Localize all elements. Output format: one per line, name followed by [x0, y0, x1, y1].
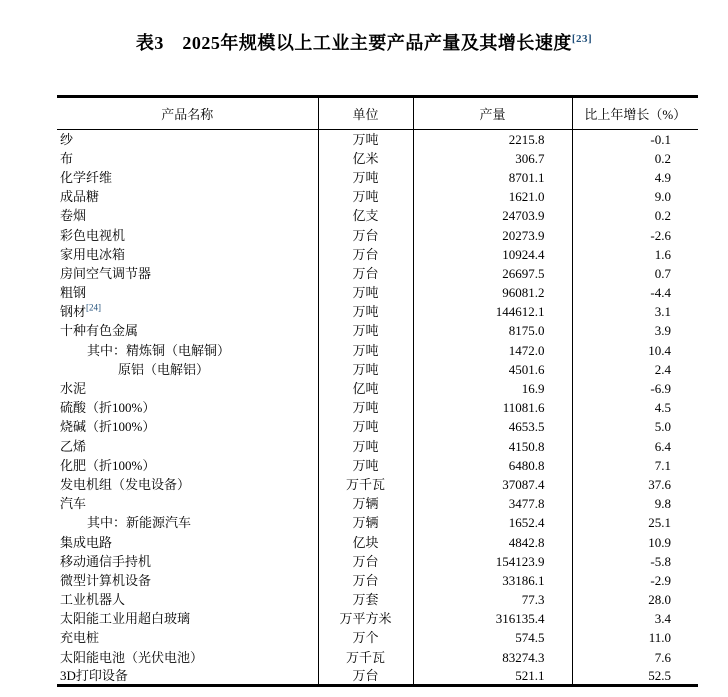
- unit-cell: 万吨: [318, 168, 413, 187]
- table-row: [57, 187, 698, 206]
- table-row: [57, 648, 698, 667]
- output-cell: 16.9: [413, 379, 572, 398]
- product-name-cell: 其中：精炼铜（电解铜）: [87, 342, 231, 358]
- unit-cell: 万台: [318, 571, 413, 590]
- unit-cell: 万套: [318, 590, 413, 609]
- output-cell: 316135.4: [413, 609, 572, 628]
- growth-cell: 9.0: [572, 187, 698, 206]
- product-name-cell: 汽车: [60, 496, 87, 512]
- table-body: [57, 130, 698, 686]
- growth-cell: 0.2: [572, 206, 698, 225]
- product-name-cell: 发电机组（发电设备）: [60, 476, 191, 492]
- growth-cell: 25.1: [572, 513, 698, 532]
- table-row: [57, 264, 698, 283]
- growth-cell: 10.4: [572, 341, 698, 360]
- table-row: [57, 341, 698, 360]
- product-name-cell: 微型计算机设备: [60, 572, 152, 588]
- growth-cell: 11.0: [572, 628, 698, 647]
- product-name-cell: 工业机器人: [60, 592, 126, 608]
- footnote-superscript: [24]: [86, 302, 102, 313]
- growth-cell: 7.6: [572, 648, 698, 667]
- unit-cell: 万吨: [318, 398, 413, 417]
- unit-cell: 万台: [318, 667, 413, 686]
- header-product-name: 产品名称: [57, 97, 318, 130]
- product-name-cell: 原铝（电解铝）: [118, 361, 210, 377]
- output-cell: 154123.9: [413, 552, 572, 571]
- table-row: [57, 475, 698, 494]
- unit-cell: 万吨: [318, 187, 413, 206]
- output-cell: 1472.0: [413, 341, 572, 360]
- output-cell: 3477.8: [413, 494, 572, 513]
- table-row: [57, 590, 698, 609]
- table-row: [57, 513, 698, 532]
- table-row: [57, 168, 698, 187]
- product-name-cell: 乙烯: [60, 438, 87, 454]
- growth-cell: -4.4: [572, 283, 698, 302]
- growth-cell: 10.9: [572, 532, 698, 551]
- growth-cell: 3.9: [572, 321, 698, 340]
- output-cell: 8175.0: [413, 321, 572, 340]
- product-name-cell: 集成电路: [60, 534, 113, 550]
- table-row: [57, 225, 698, 244]
- unit-cell: 万千瓦: [318, 648, 413, 667]
- unit-cell: 亿米: [318, 149, 413, 168]
- output-cell: 20273.9: [413, 225, 572, 244]
- unit-cell: 万辆: [318, 513, 413, 532]
- output-cell: 306.7: [413, 149, 572, 168]
- table-row: [57, 130, 698, 149]
- growth-cell: 0.7: [572, 264, 698, 283]
- output-cell: 24703.9: [413, 206, 572, 225]
- header-output: 产量: [413, 97, 572, 130]
- table-row: [57, 398, 698, 417]
- table-row: [57, 321, 698, 340]
- unit-cell: 万吨: [318, 130, 413, 149]
- product-name-cell: 成品糖: [60, 189, 100, 205]
- product-name-cell: 烧碱（折100%）: [60, 419, 156, 435]
- product-name-cell: 化学纤维: [60, 169, 113, 185]
- output-cell: 2215.8: [413, 130, 572, 149]
- growth-cell: -6.9: [572, 379, 698, 398]
- output-cell: 10924.4: [413, 245, 572, 264]
- growth-cell: 28.0: [572, 590, 698, 609]
- header-growth: 比上年增长（%）: [572, 97, 698, 130]
- table-row: [57, 302, 698, 321]
- unit-cell: 亿支: [318, 206, 413, 225]
- product-name-cell: 钢材[24]: [60, 302, 102, 320]
- unit-cell: 万台: [318, 264, 413, 283]
- table-row: [57, 552, 698, 571]
- table-row: [57, 628, 698, 647]
- product-name-cell: 太阳能电池（光伏电池）: [60, 649, 204, 665]
- product-name-cell: 太阳能工业用超白玻璃: [60, 611, 191, 627]
- unit-cell: 万吨: [318, 302, 413, 321]
- output-cell: 77.3: [413, 590, 572, 609]
- unit-cell: 万个: [318, 628, 413, 647]
- output-cell: 1652.4: [413, 513, 572, 532]
- unit-cell: 万千瓦: [318, 475, 413, 494]
- product-name-cell: 十种有色金属: [60, 323, 139, 339]
- table-row: [57, 667, 698, 686]
- unit-cell: 万吨: [318, 360, 413, 379]
- growth-cell: 52.5: [572, 667, 698, 686]
- output-cell: 37087.4: [413, 475, 572, 494]
- product-name-cell: 家用电冰箱: [60, 246, 126, 262]
- growth-cell: -2.6: [572, 225, 698, 244]
- table-row: [57, 437, 698, 456]
- output-cell: 144612.1: [413, 302, 572, 321]
- output-cell: 4842.8: [413, 532, 572, 551]
- output-cell: 83274.3: [413, 648, 572, 667]
- header-unit: 单位: [318, 97, 413, 130]
- product-name-cell: 彩色电视机: [60, 227, 126, 243]
- unit-cell: 万吨: [318, 321, 413, 340]
- industrial-output-table: [57, 95, 698, 687]
- unit-cell: 亿吨: [318, 379, 413, 398]
- growth-cell: 1.6: [572, 245, 698, 264]
- unit-cell: 万吨: [318, 437, 413, 456]
- product-name-cell: 硫酸（折100%）: [60, 400, 156, 416]
- product-name-cell: 水泥: [60, 381, 87, 397]
- product-name-cell: 其中：新能源汽车: [87, 515, 192, 531]
- product-name-cell: 卷烟: [60, 208, 87, 224]
- unit-cell: 万平方米: [318, 609, 413, 628]
- table-row: [57, 360, 698, 379]
- growth-cell: 2.4: [572, 360, 698, 379]
- unit-cell: 万吨: [318, 283, 413, 302]
- growth-cell: 3.4: [572, 609, 698, 628]
- table-row: [57, 379, 698, 398]
- product-name-cell: 移动通信手持机: [60, 553, 152, 569]
- product-name-cell: 粗钢: [60, 285, 87, 301]
- output-cell: 26697.5: [413, 264, 572, 283]
- output-cell: 11081.6: [413, 398, 572, 417]
- growth-cell: 4.5: [572, 398, 698, 417]
- table-title-text: 表3 2025年规模以上工业主要产品产量及其增长速度: [135, 33, 572, 53]
- product-name-cell: 化肥（折100%）: [60, 457, 156, 473]
- product-name-cell: 纱: [60, 131, 74, 147]
- growth-cell: -2.9: [572, 571, 698, 590]
- table-row: [57, 417, 698, 436]
- table-title: [0, 29, 728, 55]
- title-footnote-superscript: [23]: [571, 33, 593, 45]
- table-row: [57, 245, 698, 264]
- growth-cell: 7.1: [572, 456, 698, 475]
- table-header: [57, 97, 698, 130]
- product-name-cell: 房间空气调节器: [60, 265, 152, 281]
- output-cell: 33186.1: [413, 571, 572, 590]
- output-cell: 4653.5: [413, 417, 572, 436]
- output-cell: 1621.0: [413, 187, 572, 206]
- output-cell: 6480.8: [413, 456, 572, 475]
- unit-cell: 万台: [318, 245, 413, 264]
- growth-cell: 4.9: [572, 168, 698, 187]
- product-name-cell: 3D打印设备: [60, 668, 128, 684]
- table-row: [57, 283, 698, 302]
- output-cell: 8701.1: [413, 168, 572, 187]
- unit-cell: 亿块: [318, 532, 413, 551]
- growth-cell: 6.4: [572, 437, 698, 456]
- growth-cell: -5.8: [572, 552, 698, 571]
- unit-cell: 万台: [318, 552, 413, 571]
- growth-cell: 0.2: [572, 149, 698, 168]
- table-row: [57, 206, 698, 225]
- growth-cell: 3.1: [572, 302, 698, 321]
- output-cell: 4150.8: [413, 437, 572, 456]
- unit-cell: 万吨: [318, 341, 413, 360]
- table-row: [57, 571, 698, 590]
- output-cell: 4501.6: [413, 360, 572, 379]
- output-cell: 96081.2: [413, 283, 572, 302]
- unit-cell: 万吨: [318, 456, 413, 475]
- table-row: [57, 532, 698, 551]
- growth-cell: 9.8: [572, 494, 698, 513]
- growth-cell: 5.0: [572, 417, 698, 436]
- table-row: [57, 494, 698, 513]
- table-row: [57, 149, 698, 168]
- table-row: [57, 609, 698, 628]
- table-row: [57, 456, 698, 475]
- output-cell: 521.1: [413, 667, 572, 686]
- table-header-row: [57, 97, 698, 130]
- product-name-cell: 充电桩: [60, 630, 100, 646]
- unit-cell: 万台: [318, 225, 413, 244]
- growth-cell: 37.6: [572, 475, 698, 494]
- unit-cell: 万辆: [318, 494, 413, 513]
- unit-cell: 万吨: [318, 417, 413, 436]
- growth-cell: -0.1: [572, 130, 698, 149]
- product-name-cell: 布: [60, 150, 74, 166]
- output-cell: 574.5: [413, 628, 572, 647]
